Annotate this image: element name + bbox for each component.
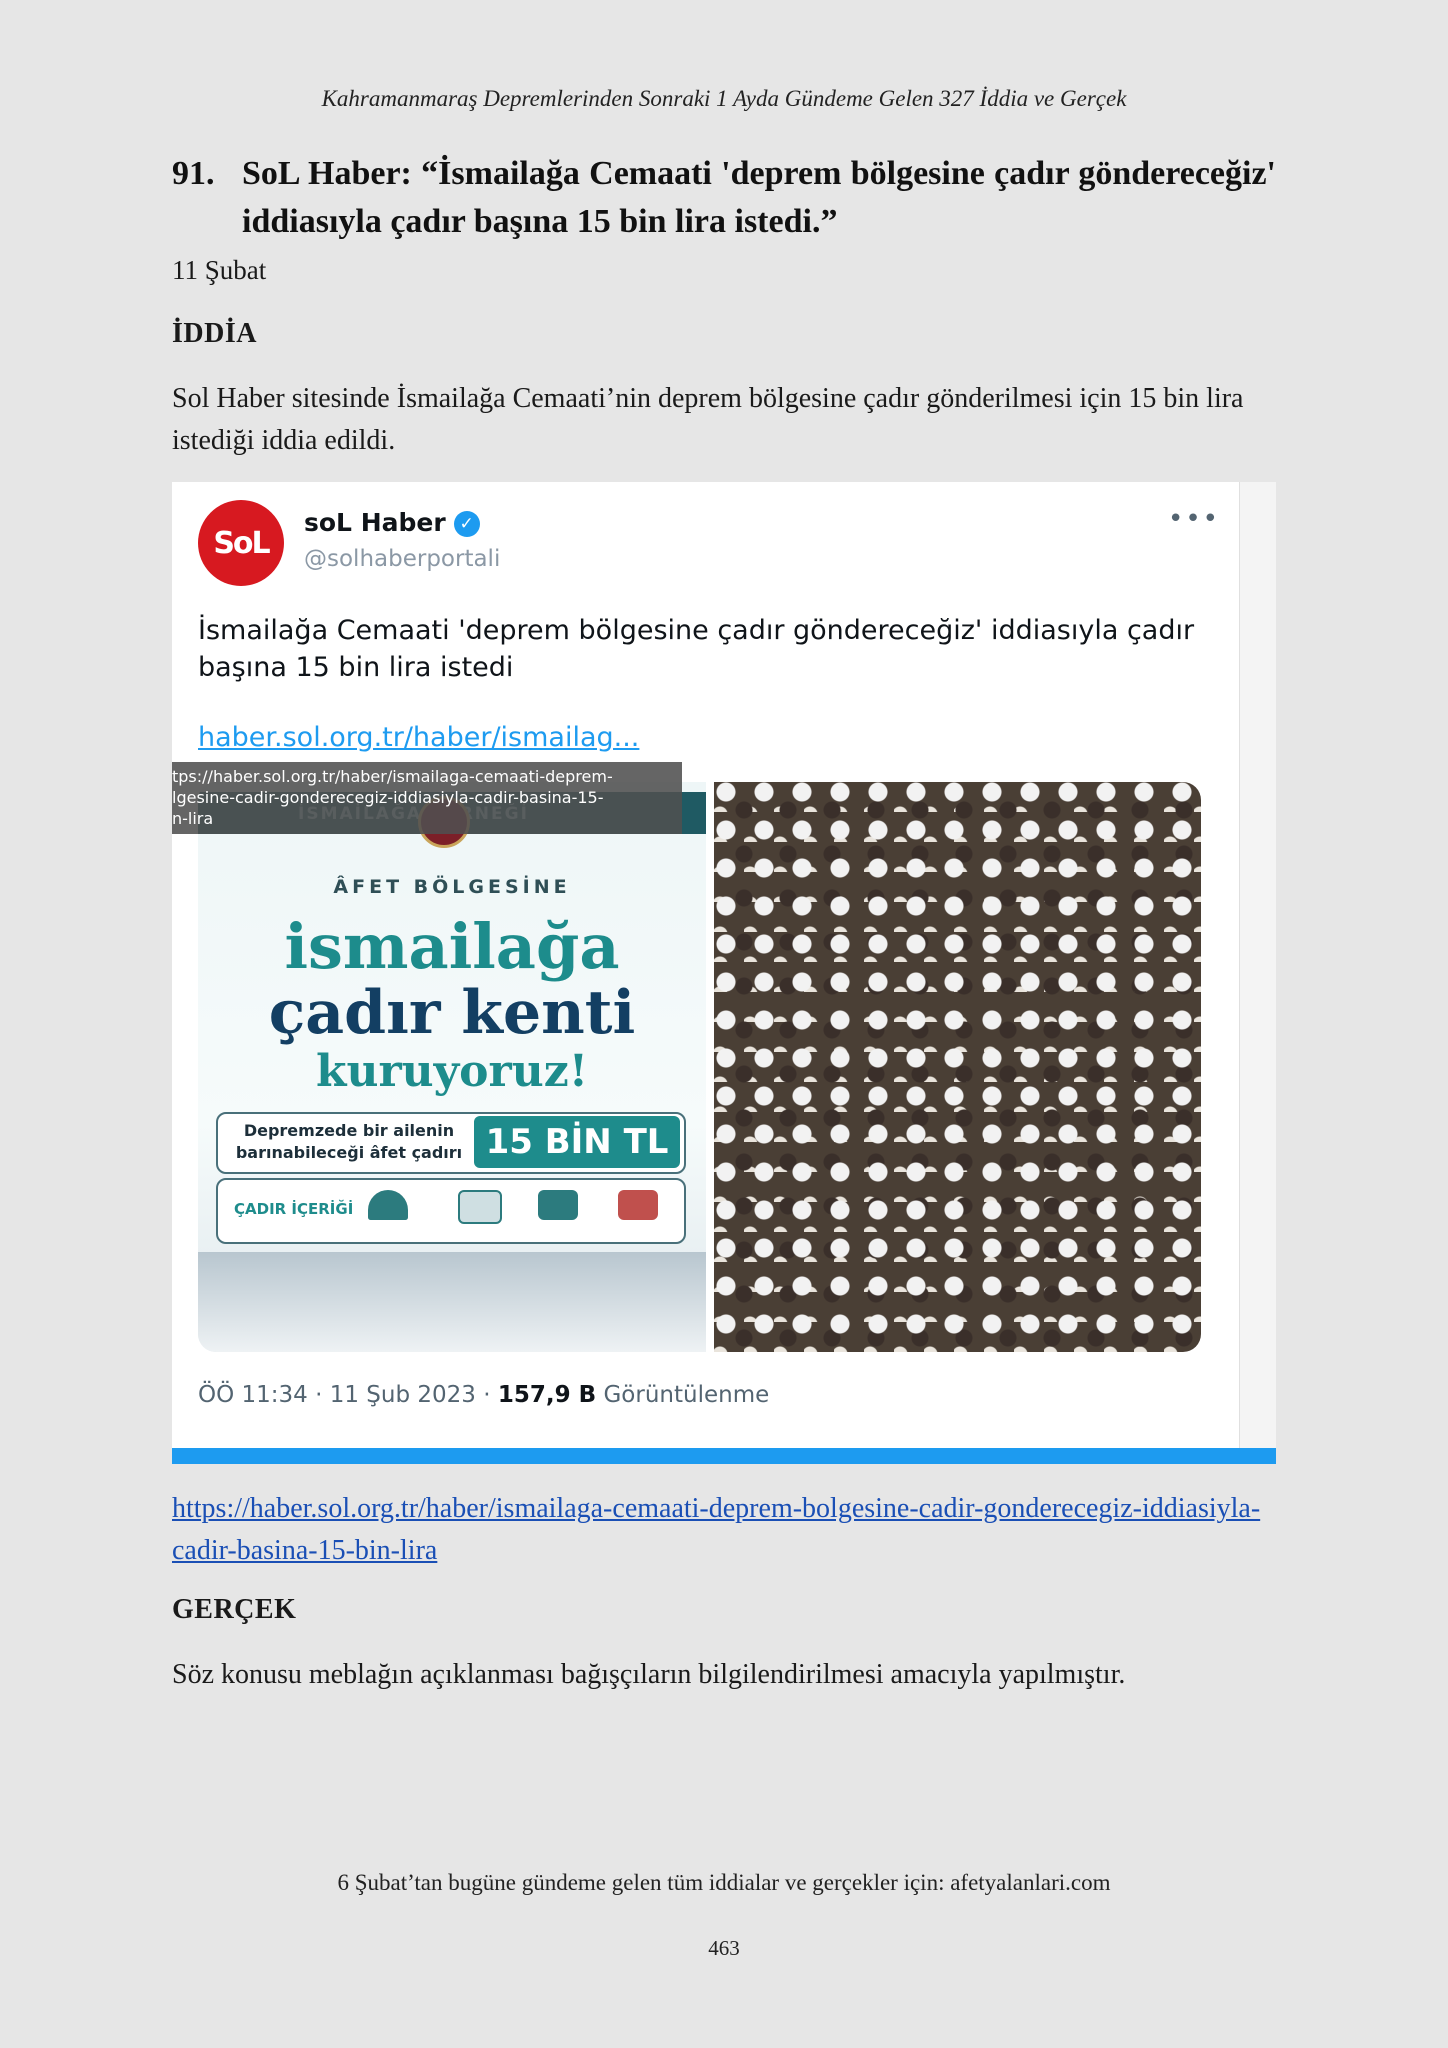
tweet-link[interactable]: haber.sol.org.tr/haber/ismailag... — [198, 722, 640, 753]
item-title — [172, 150, 1276, 246]
more-options-icon[interactable]: ••• — [1167, 504, 1220, 534]
item-date: 11 Şubat — [172, 255, 267, 285]
running-header: Kahramanmaraş Depremlerinden Sonraki 1 Ayda Gündeme Gelen 327 İddia ve Gerçek — [321, 86, 1127, 111]
poster-line-3: kuruyoruz! — [315, 1046, 589, 1097]
crowd-photo — [714, 782, 1201, 1352]
tweet-timestamp — [198, 1382, 769, 1408]
heater-icon — [618, 1190, 658, 1220]
account-handle[interactable]: @solhaberportali — [304, 546, 501, 572]
poster-line-1: ismailağa — [284, 910, 620, 983]
fact-text: Söz konusu meblağın açıklanması bağışçıların bilgilendirilmesi amacıyla yapılmıştır. — [172, 1659, 1126, 1690]
verified-icon: ✓ — [454, 511, 480, 537]
avatar[interactable]: SoL — [198, 500, 284, 586]
poster-line-2: çadır kenti — [268, 978, 636, 1048]
poster-kicker: ÂFET BÖLGESİNE — [333, 876, 571, 898]
blue-bar — [172, 1448, 1276, 1464]
price-box — [216, 1112, 686, 1174]
tweet-screenshot — [172, 482, 1276, 1464]
url-tooltip: tps://haber.sol.org.tr/haber/ismailaga-cemaati-deprem- lgesine-cadir-gonderecegiz-iddiasiyla-cadir-basina-15- n-lira — [172, 762, 682, 834]
tent-contents-label: ÇADIR İÇERİĞİ — [234, 1200, 354, 1218]
blanket-icon — [538, 1190, 578, 1220]
item-title-text: SoL Haber: “İsmailağa Cemaati 'deprem bölgesine çadır göndereceğiz' iddiasıyla çadır başına 15 bin lira istedi.” — [242, 155, 1276, 240]
tent-contents-box — [216, 1178, 686, 1244]
tweet-views-label: Görüntülenme — [596, 1382, 770, 1408]
footer-note: 6 Şubat’tan bugüne gündeme gelen tüm iddialar ve gerçekler için: afetyalanlari.com — [337, 1870, 1111, 1895]
item-number: 91. — [172, 155, 215, 192]
tweet-media[interactable] — [198, 782, 1201, 1352]
tent-icon — [368, 1190, 408, 1220]
fact-heading: GERÇEK — [172, 1594, 297, 1625]
mattress-icon — [458, 1190, 502, 1224]
tent-field-photo — [198, 1252, 706, 1352]
price-value: 15 BİN TL — [474, 1116, 680, 1168]
page-number: 463 — [708, 1936, 740, 1960]
tweet-views: 157,9 B — [497, 1382, 597, 1408]
claim-heading: İDDİA — [172, 318, 257, 349]
claim-text: Sol Haber sitesinde İsmailağa Cemaati’nin deprem bölgesine çadır gönderilmesi için 15 bin lira istediği iddia edildi. — [172, 383, 1244, 456]
account-name-text: soL Haber — [304, 508, 446, 537]
tweet-time: ÖÖ 11:34 · 11 Şub 2023 · — [198, 1382, 498, 1408]
scroll-rail — [1239, 482, 1276, 1464]
account-name[interactable] — [304, 508, 480, 537]
poster-image — [198, 782, 706, 1352]
price-label: Depremzede bir ailenin barınabileceği âfet çadırı — [235, 1121, 463, 1162]
source-link[interactable]: https://haber.sol.org.tr/haber/ismailaga-cemaati-deprem-bolgesine-cadir-gonderecegiz-iddiasiyla-cadir-basina-15-bin-lira — [172, 1493, 1261, 1566]
tweet-text: İsmailağa Cemaati 'deprem bölgesine çadır göndereceğiz' iddiasıyla çadır başına 15 bin lira istedi — [198, 615, 1195, 683]
